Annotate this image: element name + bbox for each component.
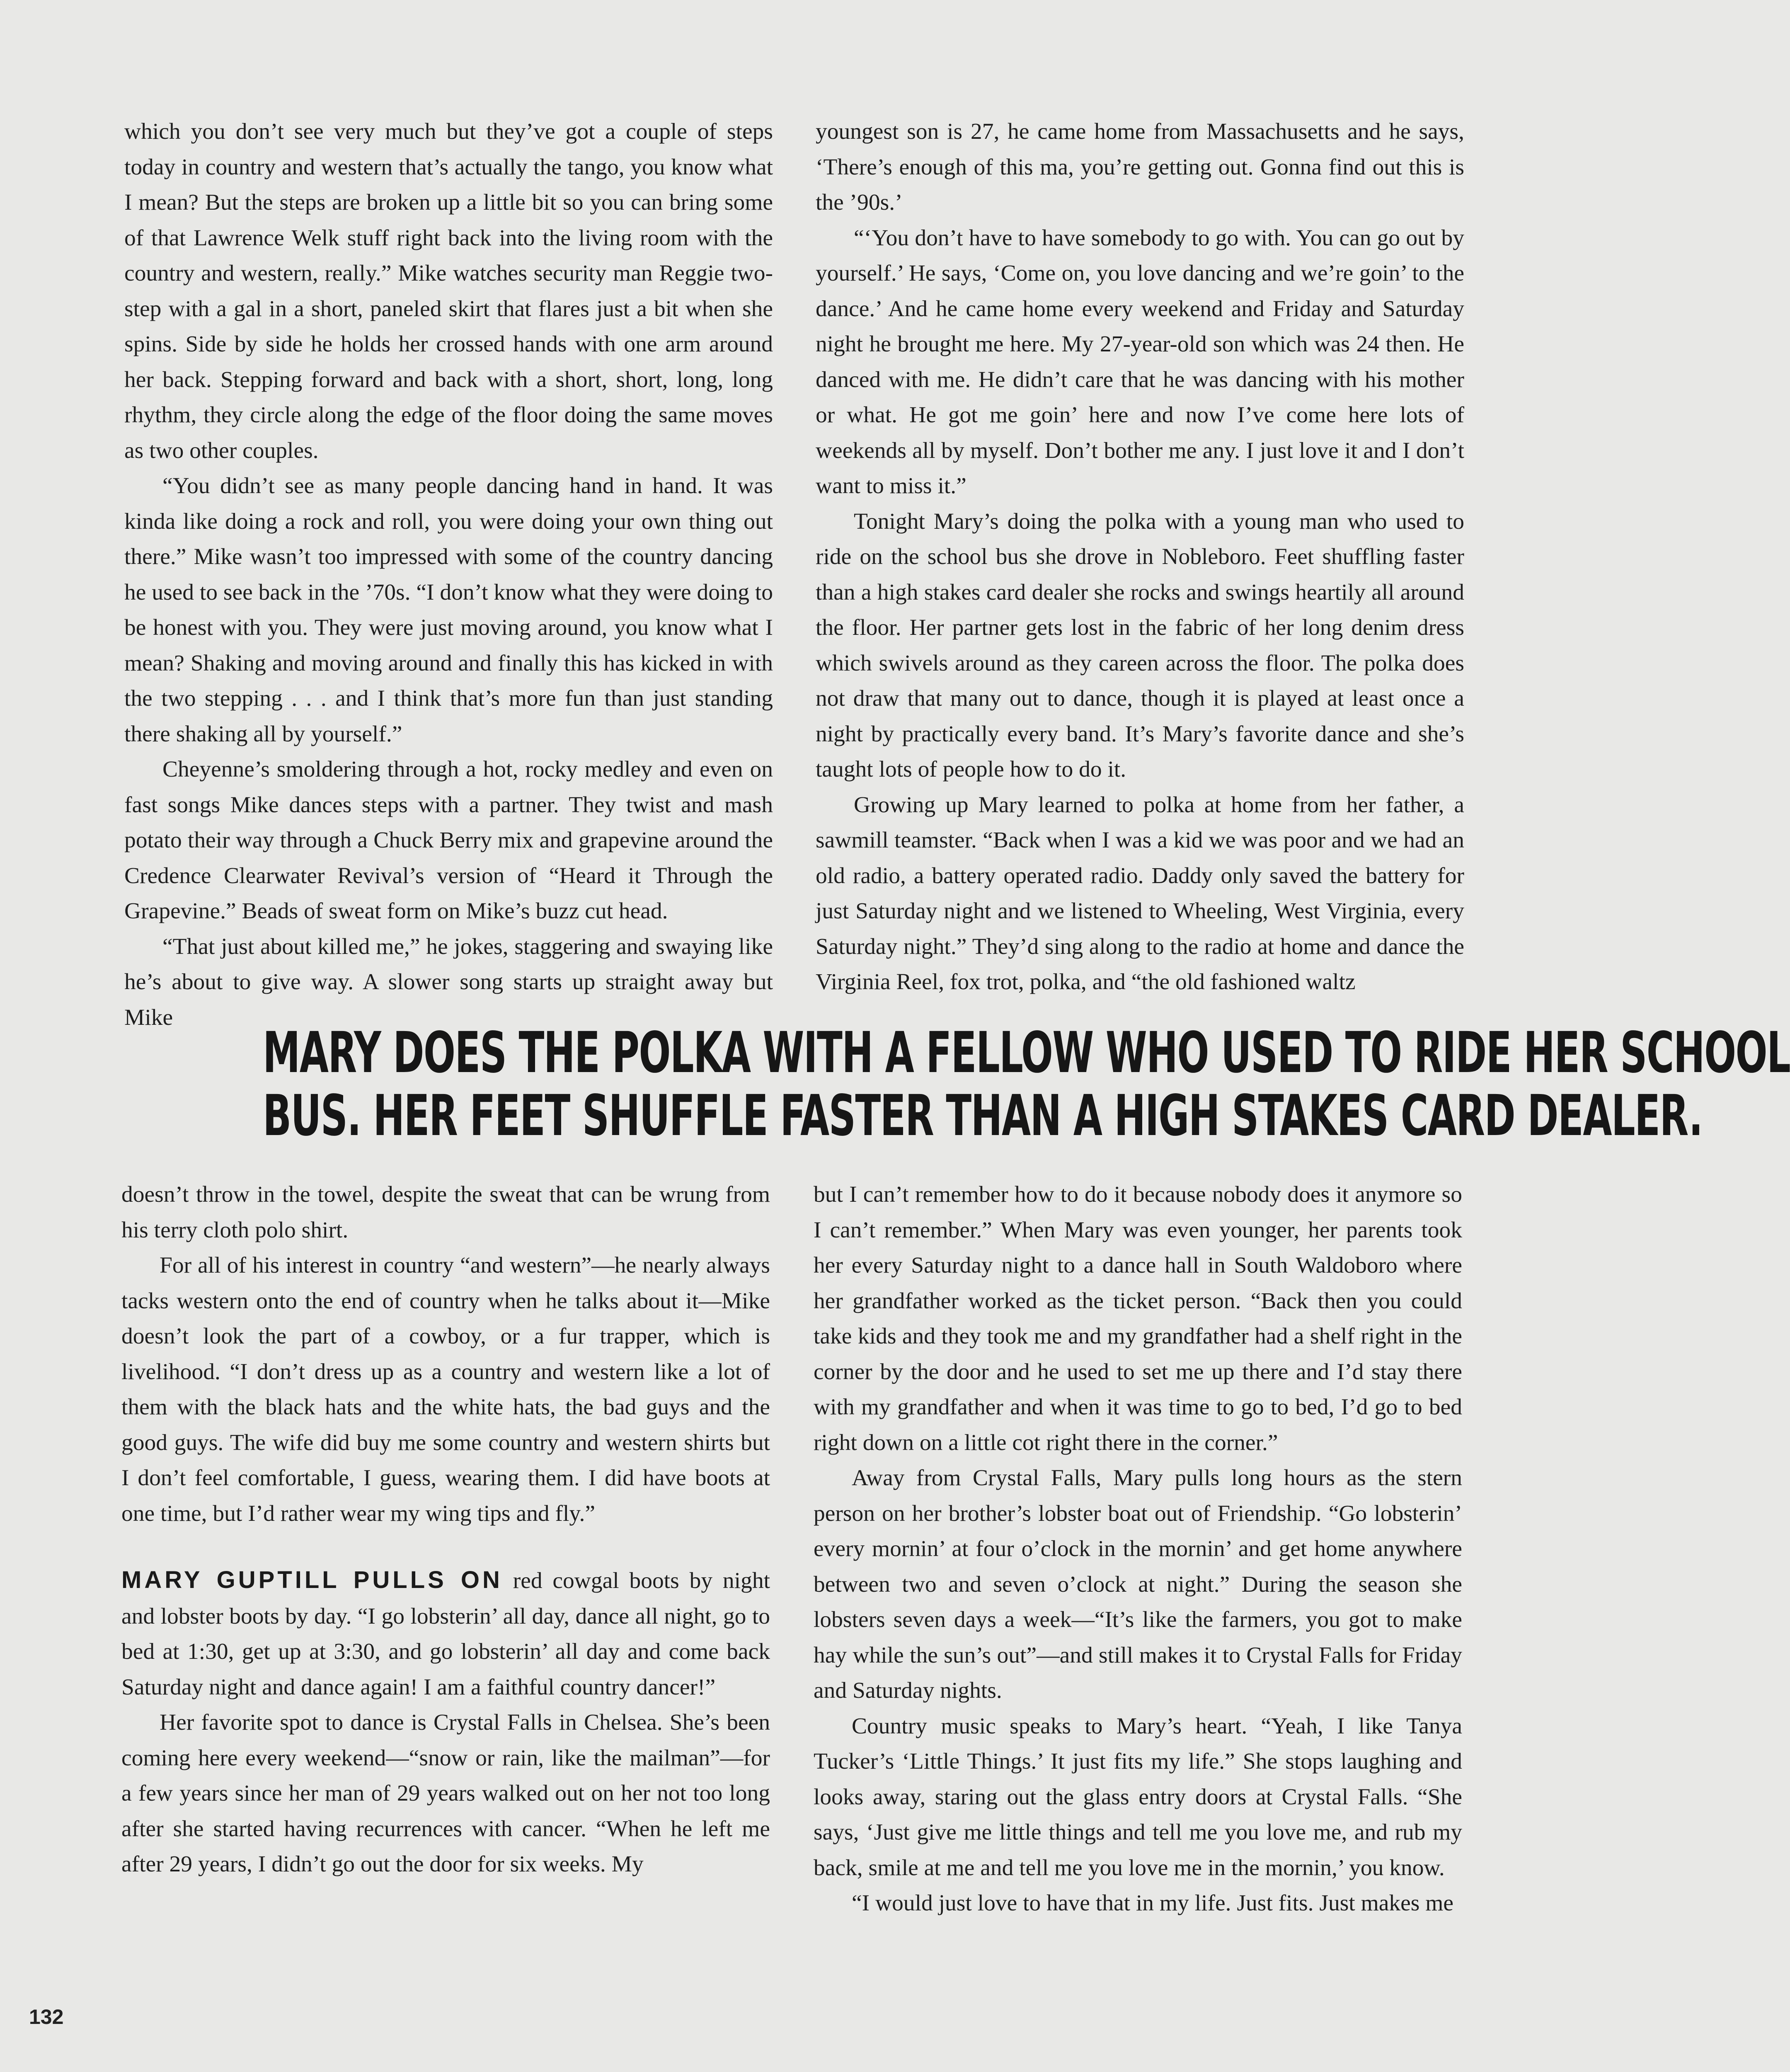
section-lead-in: MARY GUPTILL PULLS ON bbox=[121, 1566, 503, 1593]
page-number: 132 bbox=[29, 2005, 64, 2028]
section-break bbox=[121, 1531, 770, 1562]
paragraph: which you don’t see very much but they’ve got a couple of steps today in country and western that’s actually the tango, you know what I mean? But the steps are broken up a little bit so you can bring some of that Lawrence Welk stuff right back into the living room with the country and western, really.” Mike watches security man Reggie two-step with a gal in a short, paneled skirt that flares just a bit when she spins. Side by side he holds her crossed hands with one arm around her back. Stepping forward and back with a short, short, long, long rhythm, they circle along the edge of the floor doing the same moves as two other couples. bbox=[124, 119, 773, 463]
paragraph: Country music speaks to Mary’s heart. “Yeah, I like Tanya Tucker’s ‘Little Things.’ It just fits my life.” She stops laughing and looks away, staring out the glass entry doors at Crystal Falls. “She says, ‘Just give me little things and tell me you love me, and rub my back, smile at me and tell me you love me in the mornin,’ you know. bbox=[814, 1713, 1462, 1881]
bottom-left-column bbox=[121, 1177, 770, 1882]
paragraph: Her favorite spot to dance is Crystal Falls in Chelsea. She’s been coming here every weekend—“snow or rain, like the mailman”—for a few years since her man of 29 years walked out on her not too long after she started having recurrences with cancer. “When he left me after 29 years, I didn’t go out the door for six weeks. My bbox=[121, 1710, 770, 1877]
paragraph: Away from Crystal Falls, Mary pulls long hours as the stern person on her brother’s lobster boat out of Friendship. “Go lobsterin’ every mornin’ at four o’clock in the mornin’ and get home anywhere between two and seven o’clock at night.” During the season she lobsters seven days a week—“It’s like the farmers, you got to make hay while the sun’s out”—and still makes it to Crystal Falls for Friday and Saturday nights. bbox=[814, 1465, 1462, 1703]
pull-quote-line: BUS. HER FEET SHUFFLE FASTER THAN A HIGH STAKES CARD DEALER. bbox=[263, 1083, 1703, 1149]
section-lead-paragraph bbox=[121, 1562, 770, 1705]
top-left-column bbox=[124, 114, 773, 1035]
pull-quote bbox=[263, 1020, 1790, 1149]
paragraph: “I would just love to have that in my life. Just fits. Just makes me bbox=[852, 1890, 1454, 1916]
paragraph: Tonight Mary’s doing the polka with a young man who used to ride on the school bus she drove in Nobleboro. Feet shuffling faster than a high stakes card dealer she rocks and swings heartily all around the floor. Her partner gets lost in the fabric of her long denim dress which swivels around as they careen across the floor. The polka does not draw that many out to dance, though it is played at least once a night by practically every band. It’s Mary’s favorite dance and she’s taught lots of people how to do it. bbox=[816, 508, 1464, 782]
paragraph: “You didn’t see as many people dancing hand in hand. It was kinda like doing a rock and roll, you were doing your own thing out there.” Mike wasn’t too impressed with some of the country dancing he used to see back in the ’70s. “I don’t know what they were doing to be honest with you. They were just moving around, you know what I mean? Shaking and moving around and finally this has kicked in with the two stepping . . . and I think that’s more fun than just standing there shaking all by yourself.” bbox=[124, 473, 773, 747]
paragraph: “‘You don’t have to have somebody to go with. You can go out by yourself.’ He says, ‘Come on, you love dancing and we’re goin’ to the dance.’ And he came home every weekend and Friday and Saturday night he brought me here. My 27-year-old son which was 24 then. He danced with me. He didn’t care that he was dancing with his mother or what. He got me goin’ here and now I’ve come here lots of weekends all by myself. Don’t bother me any. I just love it and I don’t want to miss it.” bbox=[816, 225, 1464, 499]
paragraph: Growing up Mary learned to polka at home from her father, a sawmill teamster. “Back when I was a kid we was poor and we had an old radio, a battery operated radio. Daddy only saved the battery for just Saturday night and we listened to Wheeling, West Virginia, every Saturday night.” They’d sing along to the radio at home and dance the Virginia Reel, fox trot, polka, and “the old fashioned waltz bbox=[816, 792, 1464, 995]
bottom-right-column bbox=[814, 1177, 1462, 1921]
pull-quote-line: MARY DOES THE POLKA WITH A FELLOW WHO USED TO RIDE HER SCHOOL bbox=[263, 1020, 1790, 1086]
paragraph: “That just about killed me,” he jokes, staggering and swaying like he’s about to give way. A slower song starts up straight away but Mike bbox=[124, 934, 773, 1030]
paragraph: but I can’t remember how to do it because nobody does it anymore so I can’t remember.” When Mary was even younger, her parents took her every Saturday night to a dance hall in South Waldoboro where her grandfather worked as the ticket person. “Back then you could take kids and they took me and my grandfather had a shelf right in the corner by the door and he used to set me up there and I’d stay there with my grandfather and when it was time to go to bed, I’d go to bed right down on a little cot right there in the corner.” bbox=[814, 1182, 1462, 1455]
paragraph: youngest son is 27, he came home from Massachusetts and he says, ‘There’s enough of this ma, you’re getting out. Gonna find out this is the ’90s.’ bbox=[816, 119, 1464, 215]
top-right-column bbox=[816, 114, 1464, 1000]
paragraph: doesn’t throw in the towel, despite the sweat that can be wrung from his terry cloth polo shirt. bbox=[121, 1182, 770, 1243]
paragraph: For all of his interest in country “and western”—he nearly always tacks western onto the end of country when he talks about it—Mike doesn’t look the part of a cowboy, or a fur trapper, which is livelihood. “I don’t dress up as a country and western like a lot of them with the black hats and the white hats, the bad guys and the good guys. The wife did buy me some country and western shirts but I don’t feel comfortable, I guess, wearing them. I did have boots at one time, but I’d rather wear my wing tips and fly.” bbox=[121, 1253, 770, 1526]
paragraph: Cheyenne’s smoldering through a hot, rocky medley and even on fast songs Mike dances steps with a partner. They twist and mash potato their way through a Chuck Berry mix and grapevine around the Credence Clearwater Revival’s version of “Heard it Through the Grapevine.” Beads of sweat form on Mike’s buzz cut head. bbox=[124, 757, 773, 924]
paragraph-text: red cowgal boots by night and lobster boots by day. “I go lobsterin’ all day, dance all night, go to bed at 1:30, get up at 3:30, and go lobsterin’ all day and come back Saturday night and dance again! I am a faithful country dancer!” bbox=[121, 1568, 770, 1700]
